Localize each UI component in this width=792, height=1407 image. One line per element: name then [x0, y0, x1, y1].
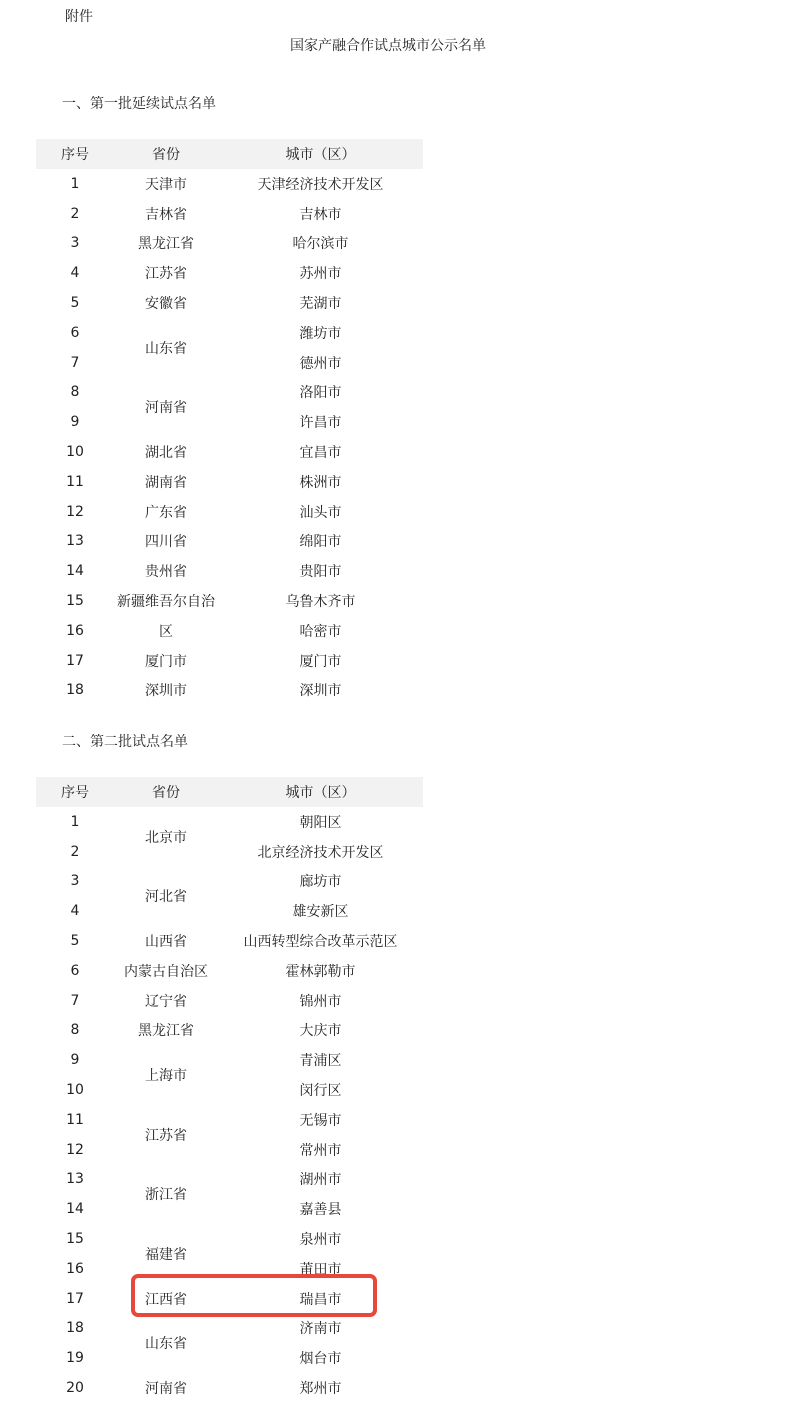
table-row	[36, 229, 423, 259]
table-row	[36, 837, 423, 867]
row-city: 深圳市	[299, 683, 342, 700]
row-no: 4	[70, 265, 80, 282]
table-row	[36, 1075, 423, 1105]
row-no: 14	[66, 563, 84, 580]
table-row	[36, 497, 423, 527]
row-city: 莆田市	[299, 1261, 342, 1278]
row-no: 9	[70, 414, 80, 431]
row-province: 湖南省	[145, 474, 187, 491]
row-city: 湖州市	[299, 1172, 342, 1189]
row-city: 廊坊市	[299, 874, 342, 891]
row-city: 汕头市	[299, 504, 342, 521]
table-header-row	[36, 139, 423, 169]
row-no: 1	[70, 813, 80, 830]
row-city: 天津经济技术开发区	[257, 176, 384, 193]
row-city: 株洲市	[299, 474, 342, 491]
table-row	[36, 1224, 423, 1254]
row-city: 泉州市	[299, 1232, 342, 1249]
row-province: 湖北省	[145, 445, 187, 462]
row-province: 河北省	[145, 889, 187, 906]
table-row	[36, 896, 423, 926]
row-no: 6	[70, 962, 80, 979]
table-row	[36, 926, 423, 956]
row-no: 4	[70, 903, 80, 920]
row-city: 青浦区	[299, 1053, 342, 1070]
row-city: 潍坊市	[299, 325, 342, 342]
table-row	[36, 199, 423, 229]
row-no: 20	[66, 1380, 84, 1397]
table-row	[36, 1105, 423, 1135]
table-row	[36, 527, 423, 557]
row-city: 济南市	[299, 1321, 342, 1338]
row-city: 瑞昌市	[299, 1291, 342, 1308]
section-1-heading: 一、第一批延续试点名单	[62, 96, 216, 112]
row-city: 芜湖市	[299, 296, 342, 313]
table-row	[36, 1016, 423, 1046]
table-row	[36, 258, 423, 288]
row-province: 安徽省	[145, 296, 187, 313]
highlight-box	[131, 1274, 377, 1317]
row-province: 广东省	[145, 504, 187, 521]
row-no: 16	[66, 622, 84, 639]
document-title: 国家产融合作试点城市公示名单	[290, 38, 486, 54]
row-province: 江苏省	[145, 1127, 187, 1144]
table-row	[36, 956, 423, 986]
table-row	[36, 1194, 423, 1224]
row-city: 贵阳市	[299, 564, 342, 581]
row-no: 18	[66, 682, 84, 699]
row-no: 5	[70, 295, 80, 312]
table-row	[36, 1135, 423, 1165]
header-province: 省份	[114, 777, 218, 807]
row-no: 1	[70, 175, 80, 192]
row-no: 7	[70, 992, 80, 1009]
row-province: 浙江省	[145, 1187, 187, 1204]
row-city: 苏州市	[299, 266, 342, 283]
table-row	[36, 1045, 423, 1075]
row-city: 霍林郭勒市	[285, 963, 356, 980]
table-row	[36, 169, 423, 199]
table-row	[36, 867, 423, 897]
row-province: 河南省	[145, 400, 187, 417]
row-no: 5	[70, 933, 80, 950]
row-no: 19	[66, 1350, 84, 1367]
row-no: 15	[66, 1231, 84, 1248]
row-no: 9	[70, 1052, 80, 1069]
row-no: 14	[66, 1201, 84, 1218]
row-city: 锦州市	[299, 993, 342, 1010]
row-province: 黑龙江省	[138, 1023, 194, 1040]
row-city: 吉林市	[299, 206, 342, 223]
row-no: 13	[66, 533, 84, 550]
row-no: 3	[70, 235, 80, 252]
row-no: 11	[66, 1111, 84, 1128]
row-city: 德州市	[299, 355, 342, 372]
row-city: 许昌市	[299, 415, 342, 432]
row-city: 厦门市	[299, 653, 342, 670]
row-no: 2	[70, 843, 80, 860]
row-city: 哈尔滨市	[292, 236, 349, 253]
table-row	[36, 1314, 423, 1344]
row-province: 天津市	[145, 176, 187, 193]
table-row	[36, 586, 423, 616]
table-row	[36, 646, 423, 676]
table-row	[36, 318, 423, 348]
table-row	[36, 407, 423, 437]
header-province: 省份	[114, 139, 218, 169]
row-city: 大庆市	[299, 1023, 342, 1040]
row-no: 17	[66, 652, 84, 669]
row-province: 上海市	[145, 1068, 187, 1085]
header-city: 城市（区）	[218, 139, 423, 169]
row-province: 区	[159, 623, 173, 640]
row-no: 2	[70, 205, 80, 222]
row-province: 河南省	[145, 1381, 187, 1398]
row-province: 吉林省	[145, 206, 187, 223]
row-city: 闵行区	[299, 1083, 342, 1100]
row-no: 17	[66, 1290, 84, 1307]
row-no: 10	[66, 1082, 84, 1099]
row-city: 雄安新区	[292, 904, 349, 921]
table-row	[36, 616, 423, 646]
row-city: 嘉善县	[299, 1202, 342, 1219]
row-province: 山东省	[145, 340, 187, 357]
row-province: 新疆维吾尔自治	[117, 594, 215, 611]
row-city: 山西转型综合改革示范区	[243, 934, 398, 951]
row-province: 贵州省	[145, 564, 187, 581]
row-province: 厦门市	[145, 653, 187, 670]
row-province: 黑龙江省	[138, 236, 194, 253]
table-row	[36, 1373, 423, 1403]
table-row	[36, 288, 423, 318]
row-no: 11	[66, 473, 84, 490]
row-province: 深圳市	[145, 683, 187, 700]
row-no: 13	[66, 1171, 84, 1188]
row-city: 郑州市	[299, 1381, 342, 1398]
row-province: 福建省	[145, 1246, 187, 1263]
row-no: 6	[70, 324, 80, 341]
table-row	[36, 378, 423, 408]
row-no: 15	[66, 593, 84, 610]
row-city: 宜昌市	[299, 445, 342, 462]
row-province: 内蒙古自治区	[124, 963, 208, 980]
row-no: 8	[70, 1022, 80, 1039]
row-province: 江苏省	[145, 266, 187, 283]
table-row	[36, 807, 423, 837]
header-no: 序号	[36, 139, 114, 169]
row-city: 烟台市	[299, 1351, 342, 1368]
row-province: 四川省	[145, 534, 187, 551]
row-city: 北京经济技术开发区	[257, 844, 384, 861]
row-province: 江西省	[145, 1291, 187, 1308]
row-city: 朝阳区	[299, 814, 342, 831]
row-no: 12	[66, 503, 84, 520]
row-province: 辽宁省	[145, 993, 187, 1010]
header-no: 序号	[36, 777, 114, 807]
section-2-heading: 二、第二批试点名单	[62, 734, 188, 750]
row-no: 3	[70, 873, 80, 890]
row-city: 常州市	[299, 1142, 342, 1159]
row-city: 无锡市	[299, 1112, 342, 1129]
table-row	[36, 676, 423, 706]
table-row	[36, 986, 423, 1016]
row-no: 12	[66, 1141, 84, 1158]
row-no: 7	[70, 354, 80, 371]
table-row	[36, 437, 423, 467]
row-no: 16	[66, 1260, 84, 1277]
attachment-label: 附件	[65, 9, 93, 25]
row-province: 北京市	[145, 829, 187, 846]
row-no: 18	[66, 1320, 84, 1337]
row-city: 洛阳市	[299, 385, 342, 402]
table-row	[36, 1343, 423, 1373]
row-no: 8	[70, 384, 80, 401]
header-city: 城市（区）	[218, 777, 423, 807]
row-province: 山东省	[145, 1336, 187, 1353]
row-city: 绵阳市	[299, 534, 342, 551]
table-row	[36, 556, 423, 586]
row-no: 10	[66, 444, 84, 461]
table-row	[36, 348, 423, 378]
table-header-row	[36, 777, 423, 807]
table-row	[36, 467, 423, 497]
table-row	[36, 1165, 423, 1195]
row-city: 哈密市	[299, 623, 342, 640]
first-batch-table	[36, 139, 423, 705]
row-city: 乌鲁木齐市	[285, 594, 356, 611]
row-province: 山西省	[145, 934, 187, 951]
